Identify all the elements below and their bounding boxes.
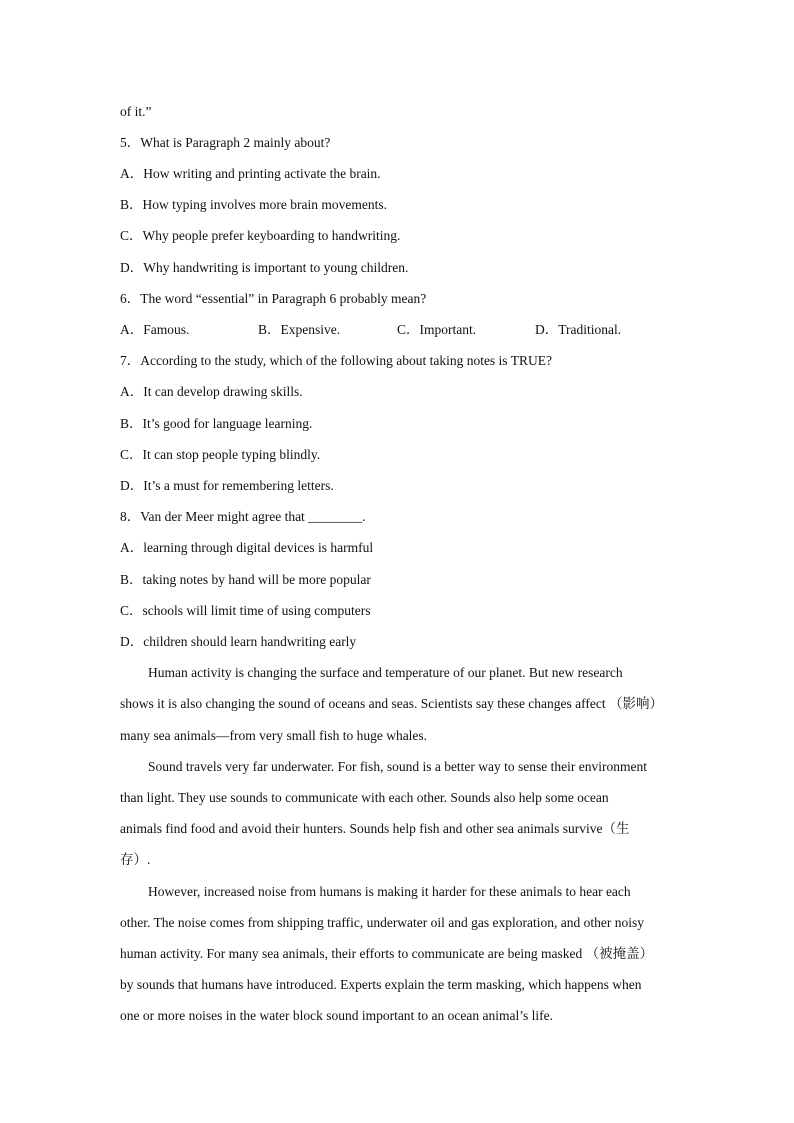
q8-option-b: B．taking notes by hand will be more popular — [120, 572, 371, 587]
question-8: 8．Van der Meer might agree that ________. — [120, 509, 366, 524]
q8-option-a: A．learning through digital devices is harmful — [120, 540, 374, 555]
passage-p2-line: animals find food and avoid their hunters. Sounds help fish and other sea animals survive（生 — [120, 821, 630, 836]
q7-option-a: A．It can develop drawing skills. — [120, 384, 303, 399]
q6-option-b: B．Expensive. — [258, 322, 341, 337]
passage-p2-line: Sound travels very far underwater. For fish, sound is a better way to sense their environment — [148, 759, 647, 774]
passage-p3-line: other. The noise comes from shipping traffic, underwater oil and gas exploration, and other noisy — [120, 915, 644, 930]
passage-p3-line: one or more noises in the water block sound important to an ocean animal’s life. — [120, 1008, 554, 1023]
question-5: 5．What is Paragraph 2 mainly about? — [120, 135, 331, 150]
q7-option-b: B．It’s good for language learning. — [120, 416, 313, 431]
q5-option-d: D．Why handwriting is important to young children. — [120, 260, 409, 275]
q5-option-c: C．Why people prefer keyboarding to handwriting. — [120, 228, 401, 243]
q6-option-d: D．Traditional. — [535, 322, 622, 337]
passage-p2-line: 存）. — [120, 852, 151, 867]
q5-option-b: B．How typing involves more brain movements. — [120, 197, 387, 212]
q8-option-d: D．children should learn handwriting early — [120, 634, 357, 649]
passage-p2-line: than light. They use sounds to communicate with each other. Sounds also help some ocean — [120, 790, 609, 805]
q6-options-row — [120, 321, 680, 339]
q7-option-d: D．It’s a must for remembering letters. — [120, 478, 334, 493]
passage-p3-line: human activity. For many sea animals, their efforts to communicate are being masked （被掩盖） — [120, 946, 654, 961]
question-7: 7．According to the study, which of the following about taking notes is TRUE? — [120, 353, 552, 368]
q8-option-c: C．schools will limit time of using computers — [120, 603, 371, 618]
passage-p1-line: many sea animals—from very small fish to huge whales. — [120, 728, 428, 743]
passage-p3-line: by sounds that humans have introduced. Experts explain the term masking, which happens when — [120, 977, 642, 992]
passage-p3-line: However, increased noise from humans is making it harder for these animals to hear each — [148, 884, 631, 899]
q7-option-c: C．It can stop people typing blindly. — [120, 447, 321, 462]
text-line: of it.” — [120, 104, 152, 119]
q6-option-a: A．Famous. — [120, 322, 190, 337]
passage-p1-line: shows it is also changing the sound of oceans and seas. Scientists say these changes affect （影响） — [120, 696, 664, 711]
q6-option-c: C．Important. — [397, 322, 477, 337]
q5-option-a: A．How writing and printing activate the brain. — [120, 166, 381, 181]
question-6: 6．The word “essential” in Paragraph 6 probably mean? — [120, 291, 427, 306]
passage-p1-line: Human activity is changing the surface and temperature of our planet. But new research — [148, 665, 623, 680]
